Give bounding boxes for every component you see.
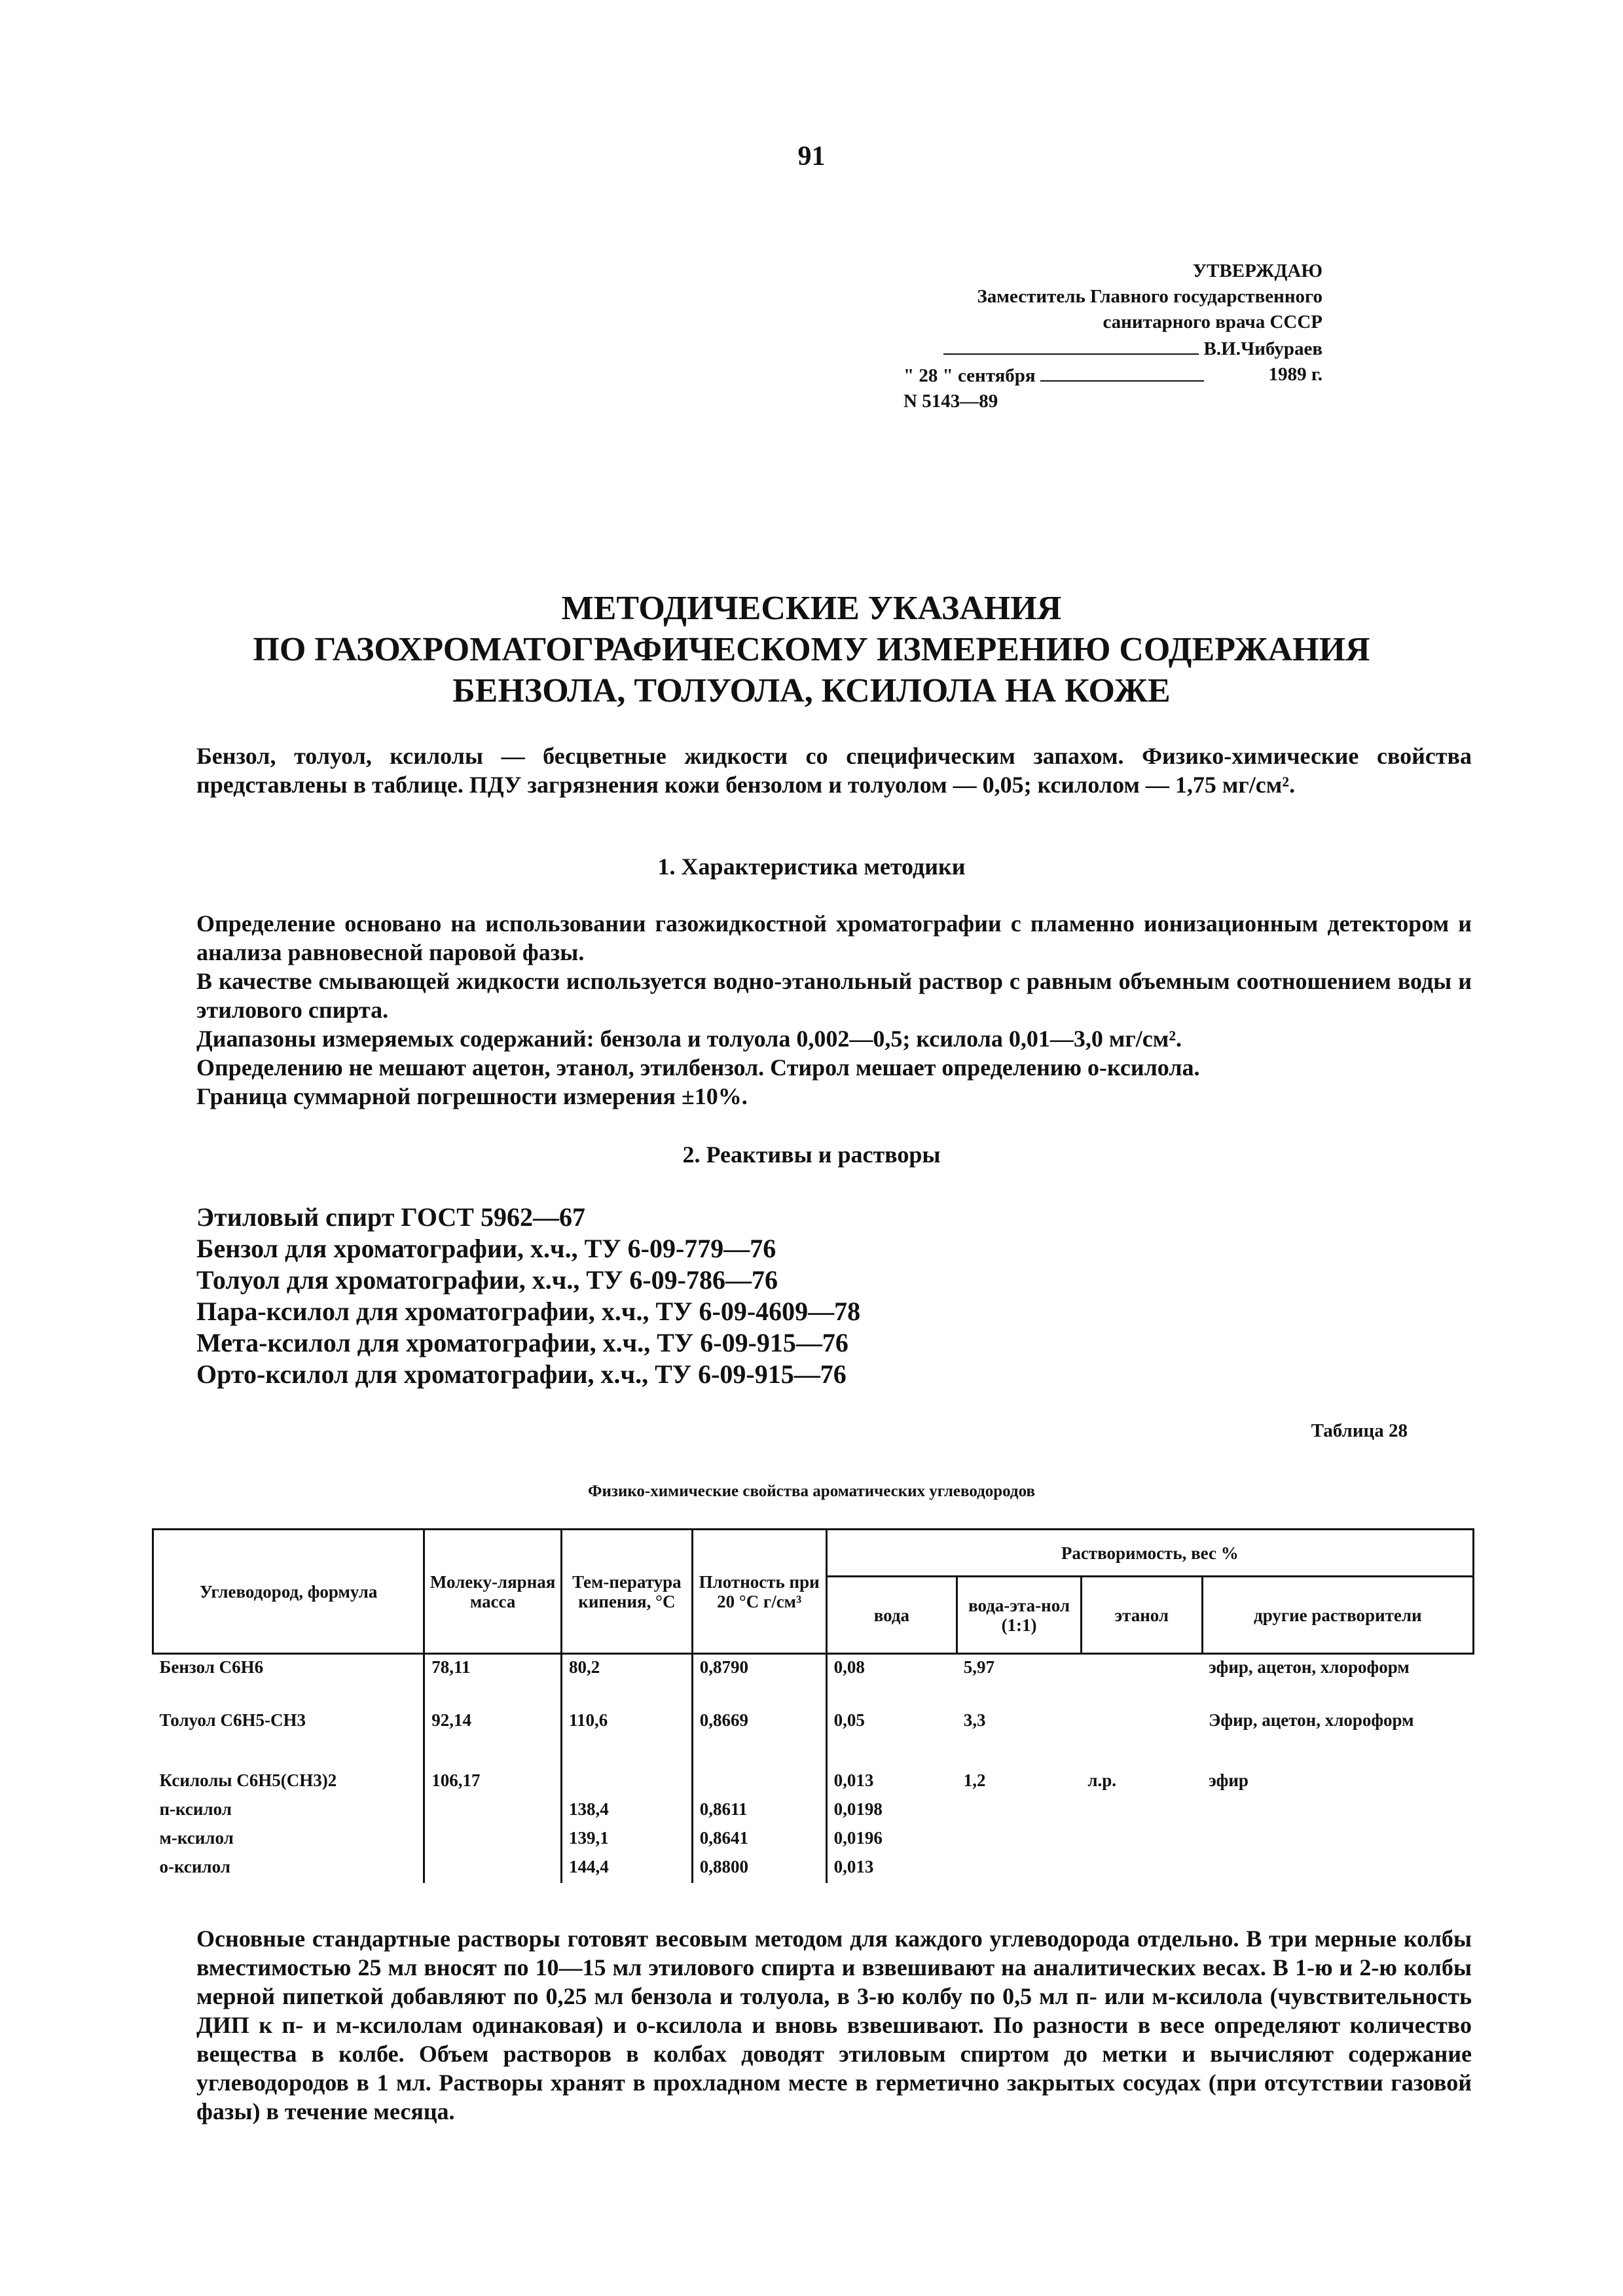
cell-compound: о-ксилол xyxy=(159,1856,230,1876)
cell-water-ethanol xyxy=(957,1854,1082,1883)
approval-signer-line xyxy=(903,335,1322,362)
reagent-item: Мета-ксилол для хроматографии, х.ч., ТУ 6-09-915—76 xyxy=(196,1328,848,1357)
header-water-ethanol: вода-эта-нол (1:1) xyxy=(957,1577,1082,1654)
approval-position-line1: Заместитель Главного государственного xyxy=(977,286,1322,307)
title-line-2: ПО ГАЗОХРОМАТОГРАФИЧЕСКОМУ ИЗМЕРЕНИЮ СОДЕРЖАНИЯ xyxy=(253,631,1370,668)
header-water: вода xyxy=(826,1577,957,1654)
cell-density: 0,8790 xyxy=(692,1654,826,1708)
intro-text: Бензол, толуол, ксилолы — бесцветные жидкости со специфическим запахом. Физико-химические свойства представлены в таблице. ПДУ загрязнения кожи бензолом и толуолом — 0,05; ксилолом — 1,75 мг/см². xyxy=(196,743,1472,798)
intro-paragraph xyxy=(196,742,1472,799)
cell-compound: Толуол С6Н5-СН3 xyxy=(159,1710,306,1730)
cell-water: 0,013 xyxy=(826,1854,957,1883)
approval-date-year: 1989 г. xyxy=(1268,364,1322,385)
reagent-item: Орто-ксилол для хроматографии, х.ч., ТУ 6-09-915—76 xyxy=(196,1359,847,1389)
header-other: другие растворители xyxy=(1202,1577,1473,1654)
reagent-item: Этиловый спирт ГОСТ 5962—67 xyxy=(196,1202,585,1232)
approval-block xyxy=(903,259,1322,414)
approval-title: УТВЕРЖДАЮ xyxy=(1192,260,1322,281)
table-row xyxy=(153,1825,1474,1854)
properties-table xyxy=(152,1528,1474,1883)
cell-ethanol: л.р. xyxy=(1087,1770,1117,1790)
header-mass: Молеку-лярная масса xyxy=(424,1530,562,1654)
section1-paragraph-5: Граница суммарной погрешности измерения ±10%. xyxy=(196,1083,748,1109)
cell-temp: 138,4 xyxy=(561,1797,692,1825)
header-compound: Углеводород, формула xyxy=(153,1530,424,1654)
cell-mass xyxy=(424,1854,562,1883)
header-temp: Тем-пература кипения, °С xyxy=(561,1530,692,1654)
table-row xyxy=(153,1768,1474,1797)
signature-underline xyxy=(943,335,1199,355)
cell-compound: Бензол С6Н6 xyxy=(153,1654,424,1708)
cell-compound: Ксилолы С6Н5(СН3)2 xyxy=(159,1770,337,1790)
table-label: Таблица 28 xyxy=(1311,1420,1408,1441)
date-underline xyxy=(1040,362,1204,382)
title-line-1: МЕТОДИЧЕСКИЕ УКАЗАНИЯ xyxy=(561,590,1062,627)
cell-density: 0,8641 xyxy=(692,1825,826,1854)
cell-compound: м-ксилол xyxy=(159,1827,234,1848)
cell-water-ethanol xyxy=(957,1797,1082,1825)
title-line-3: БЕНЗОЛА, ТОЛУОЛА, КСИЛОЛА НА КОЖЕ xyxy=(452,672,1171,709)
cell-temp: 110,6 xyxy=(561,1708,692,1768)
cell-mass xyxy=(424,1797,562,1825)
cell-mass: 78,11 xyxy=(424,1654,562,1708)
cell-other xyxy=(1202,1854,1473,1883)
reagent-item: Бензол для хроматографии, х.ч., ТУ 6-09-779—76 xyxy=(196,1234,776,1263)
cell-water: 0,08 xyxy=(826,1654,957,1708)
section2-heading: 2. Реактивы и растворы xyxy=(682,1141,941,1168)
header-ethanol: этанол xyxy=(1081,1577,1202,1654)
cell-water: 0,013 xyxy=(826,1768,957,1797)
table-row xyxy=(153,1797,1474,1825)
cell-temp: 139,1 xyxy=(561,1825,692,1854)
reagent-item: Пара-ксилол для хроматографии, х.ч., ТУ 6-09-4609—78 xyxy=(196,1297,861,1326)
cell-mass: 106,17 xyxy=(424,1768,562,1797)
reagents-list xyxy=(196,1202,860,1390)
approval-date-day: " 28 " сентября xyxy=(903,365,1036,386)
cell-water: 0,05 xyxy=(826,1708,957,1768)
section1-heading: 1. Характеристика методики xyxy=(657,853,966,880)
cell-ethanol xyxy=(1081,1825,1202,1854)
approval-number: N 5143—89 xyxy=(903,391,998,412)
cell-mass xyxy=(424,1825,562,1854)
closing-paragraph xyxy=(196,1924,1472,2126)
approval-position-line2: санитарного врача СССР xyxy=(1103,312,1322,332)
cell-other xyxy=(1202,1797,1473,1825)
cell-mass: 92,14 xyxy=(424,1708,562,1768)
cell-temp: 80,2 xyxy=(561,1654,692,1708)
cell-density: 0,8669 xyxy=(692,1708,826,1768)
cell-water-ethanol: 1,2 xyxy=(963,1770,986,1790)
section1-paragraph-2: В качестве смывающей жидкости используется водно-этанольный раствор с равным объемным соотношением воды и этилового спирта. xyxy=(196,968,1472,1023)
cell-temp: 144,4 xyxy=(561,1854,692,1883)
cell-temp xyxy=(561,1768,692,1797)
cell-water-ethanol: 5,97 xyxy=(957,1654,1082,1708)
cell-other: Эфир, ацетон, хлороформ xyxy=(1209,1710,1414,1730)
section1-paragraph-3: Диапазоны измеряемых содержаний: бензола и толуола 0,002—0,5; ксилола 0,01—3,0 мг/см². xyxy=(196,1026,1182,1052)
cell-ethanol xyxy=(1081,1797,1202,1825)
document-title xyxy=(0,588,1623,711)
reagent-item: Толуол для хроматографии, х.ч., ТУ 6-09-786—76 xyxy=(196,1265,778,1295)
closing-text: Основные стандартные растворы готовят весовым методом для каждого углеводорода отдельно. В три мерные колбы вместимостью 25 мл вносят по 10—15 мл этилового спирта и взвешивают на аналитических весах. В 1-ю и 2-ю колбы мерной пипеткой добавляют по 0,25 мл бензола и толуола, в 3-ю колбу по 0,5 мл п- или м-ксилола (чувствительность ДИП к п- и м-ксилолам одинаковая) и о-ксилола и вновь взвешивают. По разности в весе определяют количество вещества в колбе. Объем растворов в колбах доводят этиловым спиртом до метки и вычисляют содержание углеводородов в 1 мл. Растворы хранят в прохладном месте в герметично закрытых сосудах (при отсутствии газовой фазы) в течение месяца. xyxy=(196,1926,1472,2125)
approval-date-line xyxy=(903,362,1322,389)
cell-water: 0,0198 xyxy=(826,1797,957,1825)
cell-other: эфир, ацетон, хлороформ xyxy=(1202,1654,1473,1708)
page-number: 91 xyxy=(797,141,826,171)
section1-body xyxy=(196,909,1472,1111)
cell-ethanol xyxy=(1081,1854,1202,1883)
cell-other xyxy=(1202,1825,1473,1854)
cell-water: 0,0196 xyxy=(826,1825,957,1854)
cell-density xyxy=(692,1768,826,1797)
cell-other: эфир xyxy=(1209,1770,1249,1790)
cell-ethanol xyxy=(1081,1708,1202,1768)
cell-density: 0,8611 xyxy=(692,1797,826,1825)
table-row xyxy=(153,1854,1474,1883)
header-density: Плотность при 20 °С г/см³ xyxy=(692,1530,826,1654)
cell-water-ethanol xyxy=(957,1825,1082,1854)
table-row xyxy=(153,1654,1474,1708)
header-solubility: Растворимость, вес % xyxy=(826,1530,1473,1577)
cell-water-ethanol: 3,3 xyxy=(963,1710,986,1730)
approval-signer: В.И.Чибураев xyxy=(1203,338,1322,359)
cell-compound: п-ксилол xyxy=(159,1799,232,1819)
cell-density: 0,8800 xyxy=(692,1854,826,1883)
section1-paragraph-4: Определению не мешают ацетон, этанол, этилбензол. Стирол мешает определению о-ксилола. xyxy=(196,1054,1200,1081)
section1-paragraph-1: Определение основано на использовании газожидкостной хроматографии с пламенно ионизационным детектором и анализа равновесной паровой фазы. xyxy=(196,910,1472,965)
table-row xyxy=(153,1708,1474,1768)
cell-ethanol xyxy=(1081,1654,1202,1708)
table-caption: Физико-химические свойства ароматических углеводородов xyxy=(588,1482,1035,1500)
